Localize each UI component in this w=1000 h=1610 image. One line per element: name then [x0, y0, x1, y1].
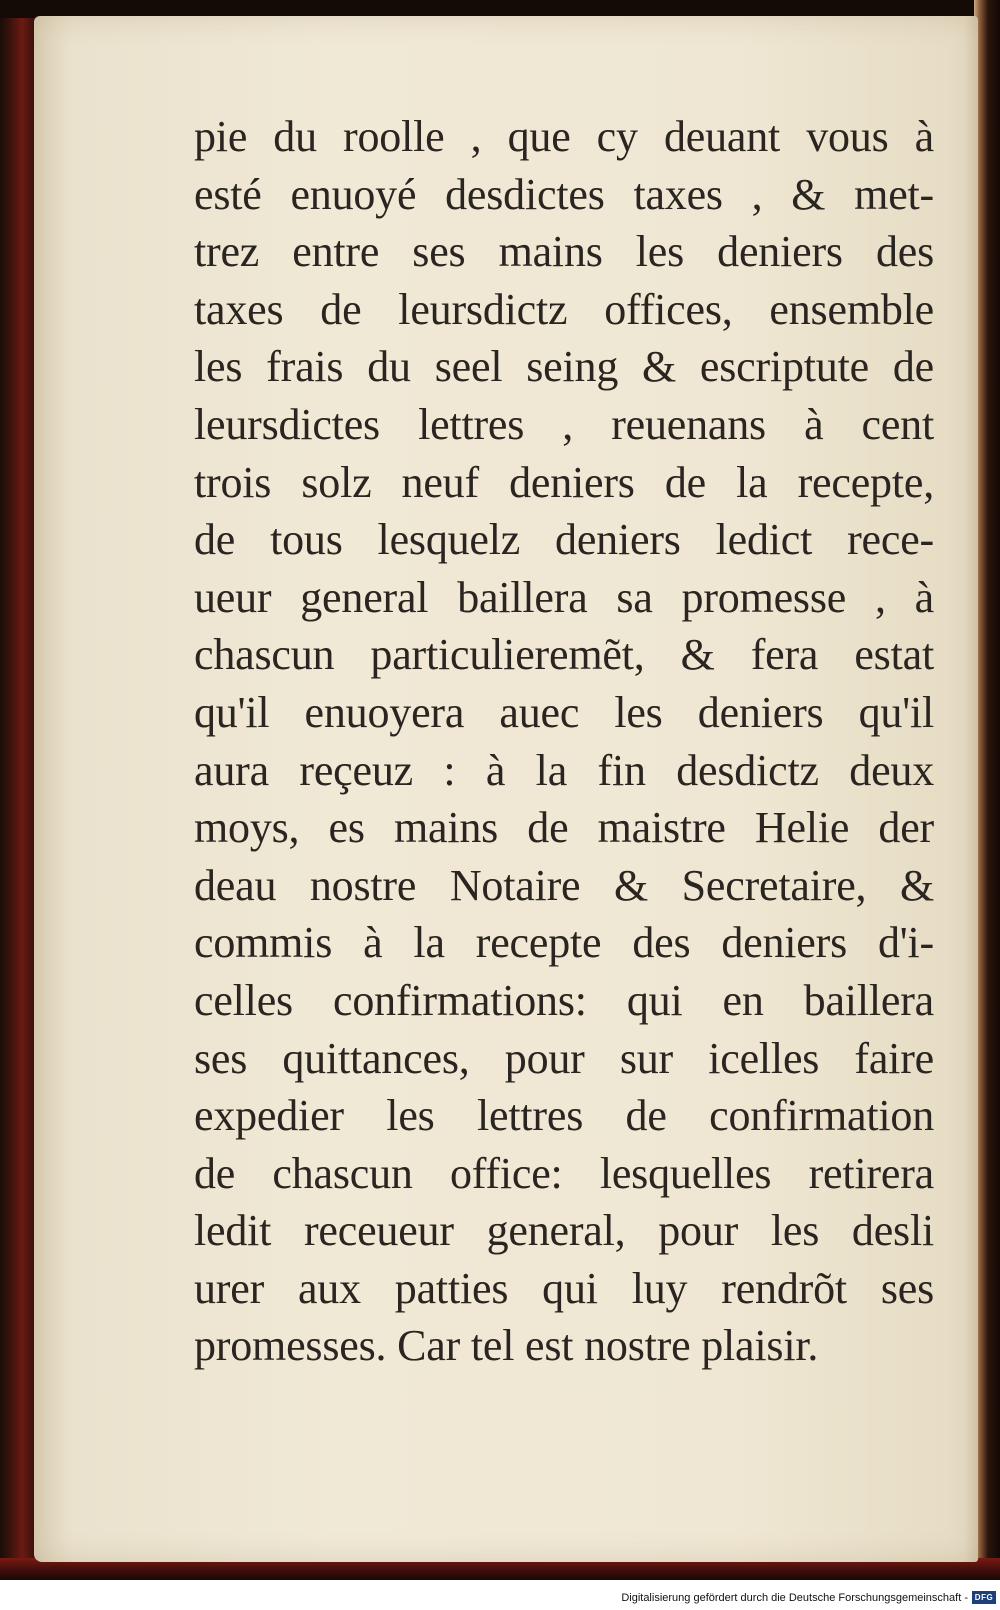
text-line: trez entre ses mains les deniers des [194, 227, 934, 277]
text-line: celles confirmations: qui en baillera [194, 975, 934, 1025]
text-line: qu'il enuoyera auec les deniers qu'il [194, 687, 934, 737]
text-line: ueur general baillera sa promesse , à [194, 572, 934, 622]
text-line: esté enuoyé desdictes taxes , & met- [194, 169, 934, 219]
paper-leaf [34, 16, 978, 1562]
text-line: aura reçeuz : à la fin desdictz deux [194, 745, 934, 795]
text-line: deau nostre Notaire & Secretaire, & [194, 860, 934, 910]
text-line: moys, es mains de maistre Helie der [194, 803, 934, 853]
text-line: taxes de leursdictz offices, ensemble [194, 284, 934, 334]
text-line: pie du roolle , que cy deuant vous à [194, 112, 934, 161]
text-line: urer aux patties qui luy rendrõt ses [194, 1263, 934, 1313]
digitization-footer [0, 1588, 1000, 1610]
text-line: les frais du seel seing & escriptute de [194, 342, 934, 392]
text-line: ledit receueur general, pour les desli [194, 1206, 934, 1256]
text-line: ses quittances, pour sur icelles faire [194, 1033, 934, 1083]
text-line: leursdictes lettres , reuenans à cent [194, 399, 934, 449]
text-line: commis à la recepte des deniers d'i- [194, 918, 934, 968]
text-line: chascun particulieremẽt, & fera estat [194, 630, 934, 680]
text-line: expedier les lettres de confirmation [194, 1091, 934, 1141]
text-line: de tous lesquelz deniers ledict rece- [194, 515, 934, 565]
text-line: trois solz neuf deniers de la recepte, [194, 457, 934, 507]
text-line: de chascun office: lesquelles retirera [194, 1148, 934, 1198]
text-line: promesses. Car tel est nostre plaisir. [194, 1321, 819, 1371]
dfg-logo-icon: DFG [972, 1591, 996, 1604]
funding-credit: Digitalisierung gefördert durch die Deutsche Forschungsgemeinschaft - [621, 1592, 968, 1604]
page-text-block [194, 108, 934, 1375]
